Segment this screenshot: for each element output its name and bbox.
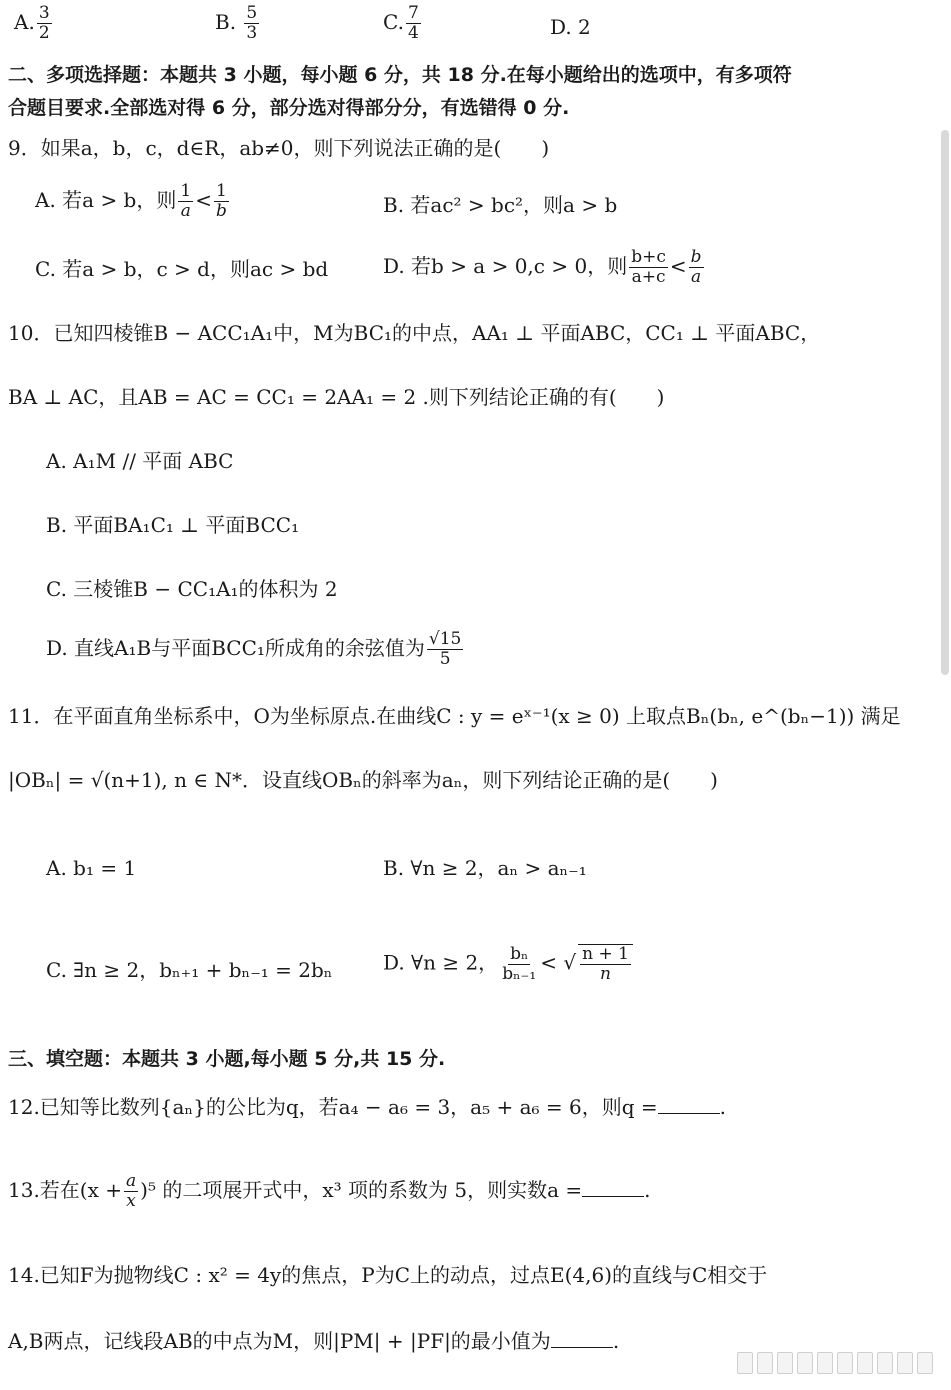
page-thumb-icon[interactable] bbox=[757, 1352, 773, 1374]
q14-stem-line1: 14.已知F为抛物线C : x² = 4y的焦点，P为C上的动点，过点E(4,6)的直线与C相交于 bbox=[8, 1263, 768, 1287]
page-thumb-icon[interactable] bbox=[857, 1352, 873, 1374]
q11-stem-line1: 11．在平面直角坐标系中，O为坐标原点.在曲线C : y = eˣ⁻¹(x ≥ 0) 上取点Bₙ(bₙ, e^(bₙ−1)) 满足 bbox=[8, 704, 901, 728]
q13-answer-blank bbox=[582, 1178, 644, 1197]
q9-stem: 9．如果a，b，c，d∈R，ab≠0，则下列说法正确的是( ) bbox=[8, 136, 550, 160]
q10-option-c: C. 三棱锥B − CC₁A₁的体积为 2 bbox=[46, 577, 338, 601]
q8-option-d: D. 2 bbox=[550, 15, 591, 39]
q14-stem-line2: A,B两点，记线段AB的中点为M，则|PM| + |PF|的最小值为 . bbox=[8, 1329, 620, 1353]
section2-heading-line1: 二、多项选择题：本题共 3 小题，每小题 6 分，共 18 分.在每小题给出的选项中，有多项符 bbox=[8, 64, 792, 86]
q12-answer-blank bbox=[658, 1095, 720, 1114]
q8-option-b: B. $\frac{5}{3}$ bbox=[215, 3, 258, 43]
page-thumb-icon[interactable] bbox=[817, 1352, 833, 1374]
section3-heading: 三、填空题：本题共 3 小题,每小题 5 分,共 15 分. bbox=[8, 1048, 446, 1070]
q8-option-c: C. $\frac{7}{4}$ bbox=[383, 3, 419, 43]
page-thumb-icon[interactable] bbox=[797, 1352, 813, 1374]
q11-option-d: D. ∀n ≥ 2， $\frac{\text{bₙ}}{\text{bₙ₋₁}}$ < √ $\frac{n + 1}{n}$ bbox=[383, 944, 635, 984]
q11-option-a: A. b₁ = 1 bbox=[46, 856, 137, 880]
q9-option-d: D. 若b > a > 0,c > 0，则 $\frac{b+c}{a+c}$ < $\frac{b}{a}$ bbox=[383, 247, 702, 287]
page-thumb-icon[interactable] bbox=[777, 1352, 793, 1374]
q13-question: 13.若在(x + $\frac{a}{x}$ )⁵ 的二项展开式中，x³ 项的系数为 5，则实数a = . bbox=[8, 1171, 651, 1211]
q10-option-d: D. 直线A₁B与平面BCC₁所成角的余弦值为 $\frac{√15}{5}$ bbox=[46, 629, 462, 669]
page-thumb-icon[interactable] bbox=[837, 1352, 853, 1374]
q9-option-a: A. 若a > b，则 $\frac{1}{a}$ < $\frac{1}{b}$ bbox=[35, 181, 227, 221]
page-thumb-icon[interactable] bbox=[737, 1352, 753, 1374]
page-thumb-icon[interactable] bbox=[897, 1352, 913, 1374]
q10-stem-line1: 10．已知四棱锥B − ACC₁A₁中，M为BC₁的中点，AA₁ ⊥ 平面ABC，CC₁ ⊥ 平面ABC， bbox=[8, 321, 821, 345]
page-thumb-icon[interactable] bbox=[877, 1352, 893, 1374]
q11-stem-line2: |OBₙ| = √(n+1), n ∈ N*．设直线OBₙ的斜率为aₙ，则下列结论正确的是( ) bbox=[8, 768, 718, 792]
q9-option-c: C. 若a > b，c > d，则ac > bd bbox=[35, 257, 329, 281]
section2-heading-line2: 合题目要求.全部选对得 6 分，部分选对得部分分，有选错得 0 分. bbox=[8, 97, 570, 119]
q8-option-a: A. $\frac{3}{2}$ bbox=[14, 3, 50, 43]
q12-question: 12.已知等比数列{aₙ}的公比为q，若a₄ − a₆ = 3，a₅ + a₆ = 6，则q = . bbox=[8, 1095, 727, 1119]
viewer-toolbar bbox=[737, 1352, 933, 1374]
q9-option-b: B. 若ac² > bc²，则a > b bbox=[383, 193, 618, 217]
q10-stem-line2: BA ⊥ AC，且AB = AC = CC₁ = 2AA₁ = 2 .则下列结论正确的有( ) bbox=[8, 385, 665, 409]
q10-option-b: B. 平面BA₁C₁ ⊥ 平面BCC₁ bbox=[46, 513, 300, 537]
scrollbar-thumb[interactable] bbox=[941, 130, 949, 675]
q10-option-a: A. A₁M // 平面 ABC bbox=[46, 449, 234, 473]
q11-option-b: B. ∀n ≥ 2，aₙ > aₙ₋₁ bbox=[383, 856, 587, 880]
q14-answer-blank bbox=[551, 1329, 613, 1348]
page-thumb-icon[interactable] bbox=[917, 1352, 933, 1374]
q11-option-c: C. ∃n ≥ 2，bₙ₊₁ + bₙ₋₁ = 2bₙ bbox=[46, 958, 333, 982]
